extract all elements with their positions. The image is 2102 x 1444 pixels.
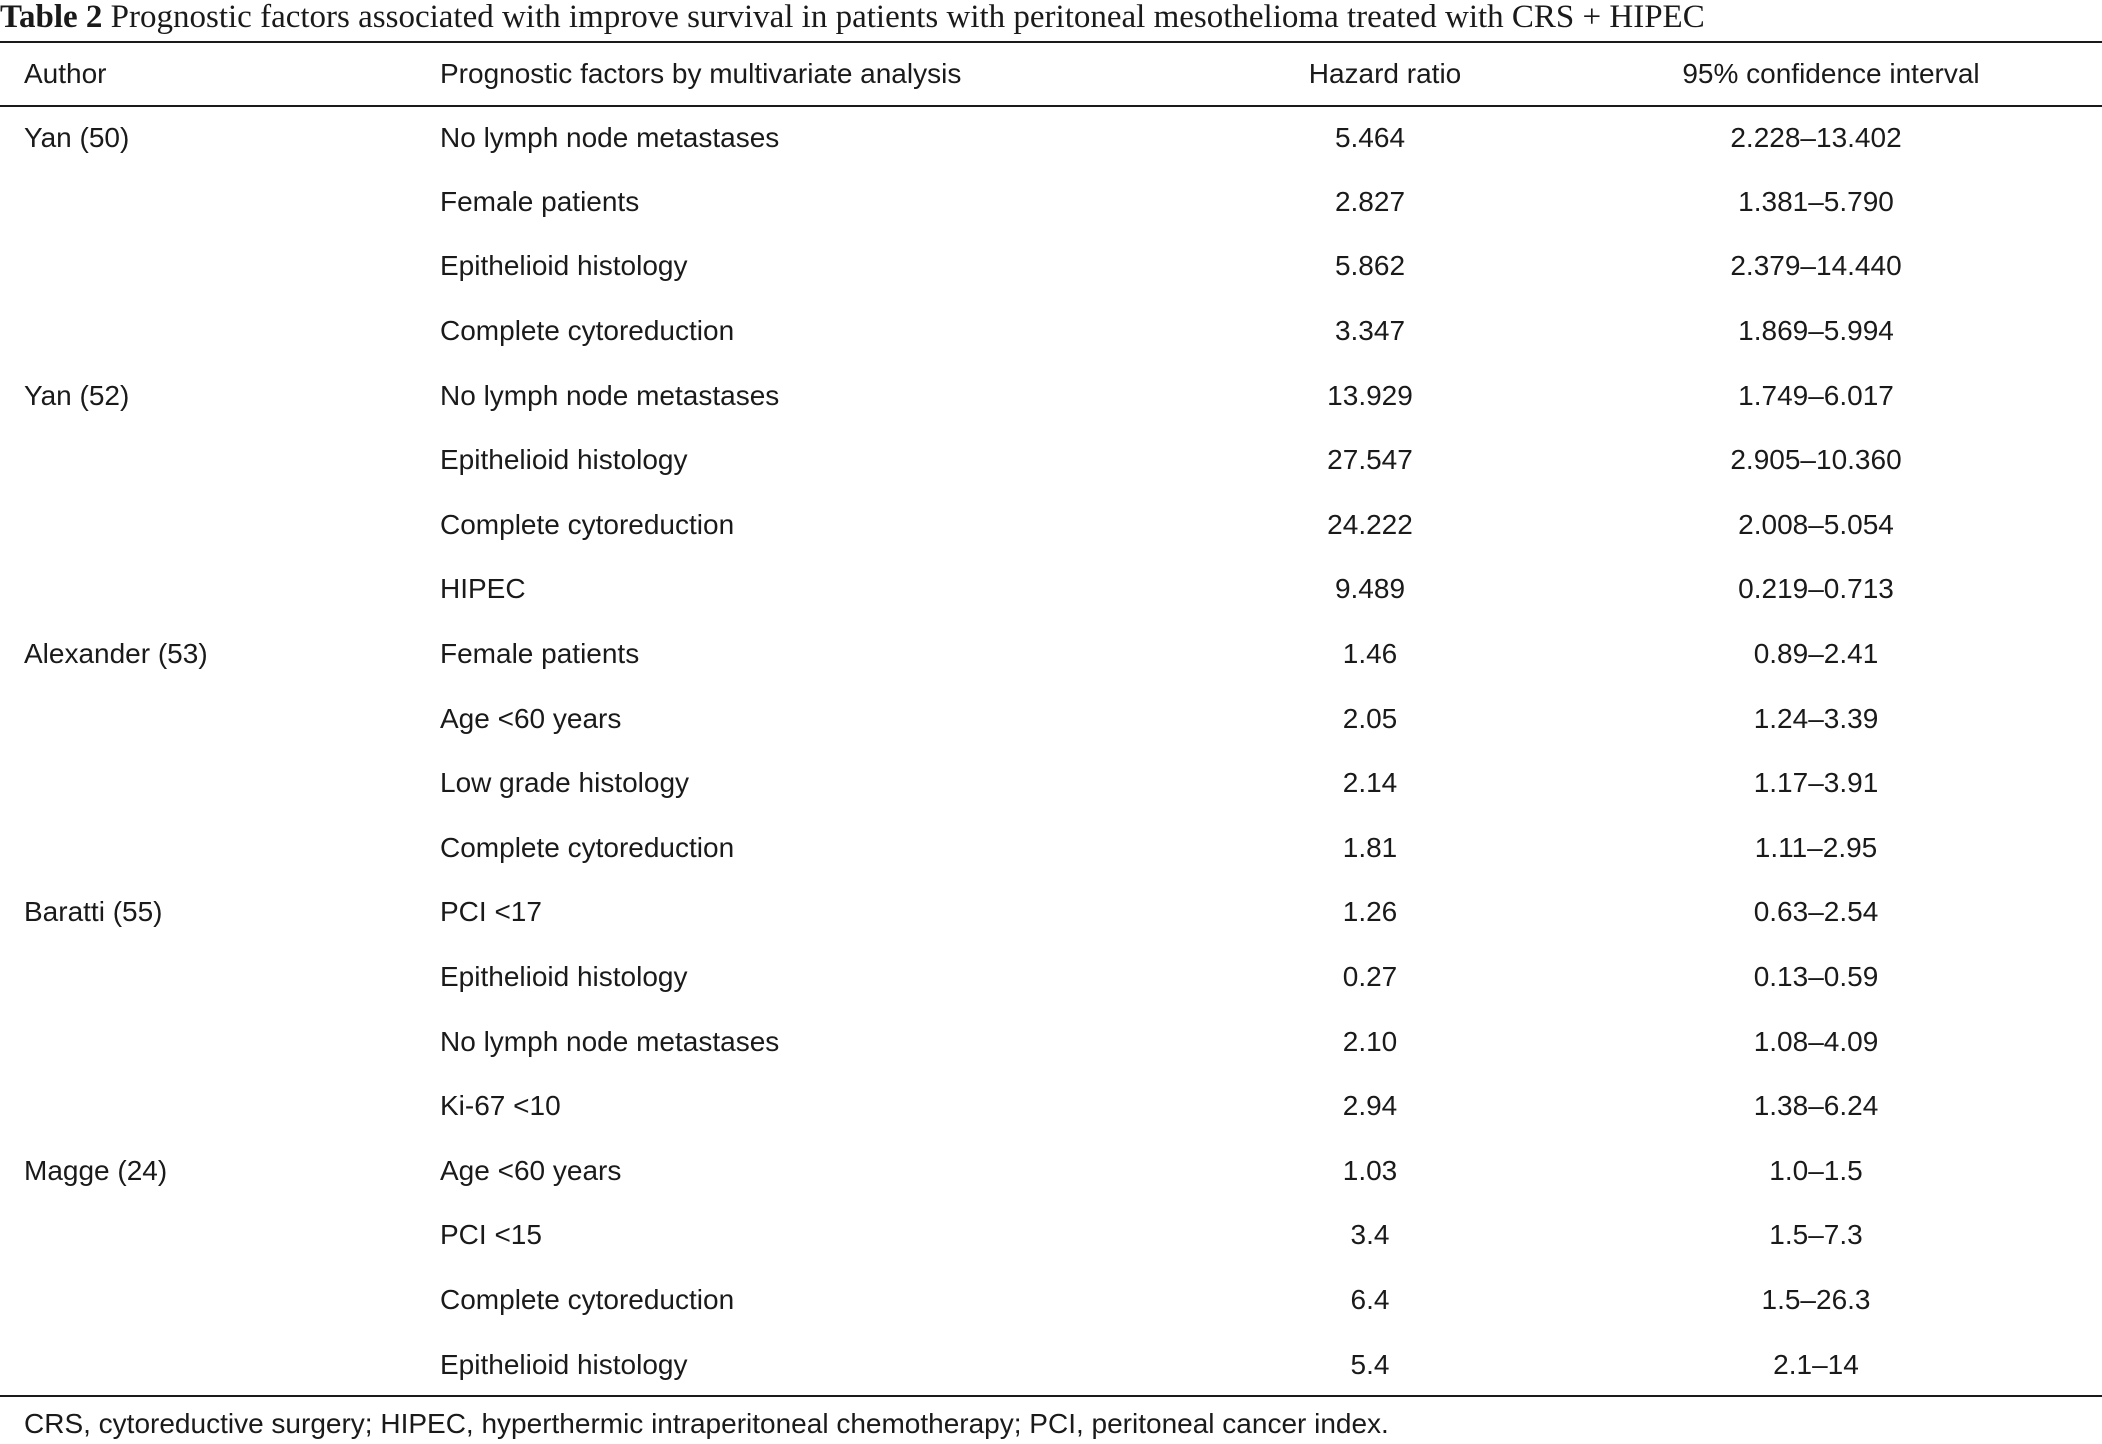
- confidence-interval-cell: 0.219–0.713: [1738, 573, 1894, 605]
- table-row: [0, 493, 2102, 558]
- author-cell: [0, 1203, 440, 1268]
- factor-cell: Epithelioid histology: [440, 250, 688, 282]
- hazard-ratio-cell: 1.26: [1342, 896, 1398, 928]
- confidence-interval-cell: 1.38–6.24: [1753, 1090, 1879, 1122]
- confidence-interval-cell: 1.5–7.3: [1769, 1219, 1863, 1251]
- author-cell: Alexander (53): [24, 638, 208, 670]
- table-caption-text: Prognostic factors associated with improve survival in patients with peritoneal mesothelioma treated with CRS + HIPEC: [110, 0, 1705, 35]
- table-body: [0, 105, 2102, 1397]
- factor-cell: Epithelioid histology: [440, 961, 688, 993]
- author-cell: [0, 1268, 440, 1333]
- author-cell: Yan (50): [24, 122, 130, 154]
- table-row: [0, 622, 2102, 687]
- factor-cell: No lymph node metastases: [440, 122, 780, 154]
- table-row: [0, 751, 2102, 816]
- table-row: [0, 234, 2102, 299]
- hazard-ratio-cell: 27.547: [1327, 444, 1413, 476]
- hazard-ratio-cell: 2.10: [1342, 1025, 1398, 1057]
- confidence-interval-cell: 1.08–4.09: [1753, 1025, 1879, 1057]
- confidence-interval-cell: 2.379–14.440: [1730, 250, 1902, 282]
- confidence-interval-cell: 2.008–5.054: [1738, 508, 1894, 540]
- header-row: [0, 43, 2102, 105]
- table-row: [0, 428, 2102, 493]
- hazard-ratio-cell: 3.347: [1334, 315, 1406, 347]
- author-cell: Yan (52): [24, 379, 130, 411]
- column-header-hazard-ratio: Hazard ratio: [1308, 58, 1462, 89]
- confidence-interval-cell: 0.89–2.41: [1753, 638, 1879, 670]
- confidence-interval-cell: 2.1–14: [1773, 1348, 1859, 1380]
- hazard-ratio-cell: 1.46: [1342, 638, 1398, 670]
- hazard-ratio-cell: 9.489: [1334, 573, 1406, 605]
- hazard-ratio-cell: 1.03: [1342, 1154, 1398, 1186]
- author-cell: [0, 557, 440, 622]
- factor-cell: Age <60 years: [440, 1154, 622, 1186]
- author-cell: [0, 170, 440, 235]
- hazard-ratio-cell: 2.827: [1334, 185, 1406, 217]
- hazard-ratio-cell: 5.4: [1350, 1348, 1390, 1380]
- hazard-ratio-cell: 2.94: [1342, 1090, 1398, 1122]
- confidence-interval-cell: 2.905–10.360: [1730, 444, 1902, 476]
- table-row: [0, 816, 2102, 881]
- table-row: [0, 1009, 2102, 1074]
- hazard-ratio-cell: 0.27: [1342, 961, 1398, 993]
- column-header-factor: Prognostic factors by multivariate analysis: [440, 58, 962, 89]
- hazard-ratio-cell: 5.862: [1334, 250, 1406, 282]
- author-cell: [0, 1009, 440, 1074]
- confidence-interval-cell: 1.381–5.790: [1738, 185, 1894, 217]
- factor-cell: No lymph node metastases: [440, 1025, 780, 1057]
- author-cell: [0, 751, 440, 816]
- hazard-ratio-cell: 1.81: [1342, 831, 1398, 863]
- author-cell: [0, 234, 440, 299]
- author-cell: [0, 299, 440, 364]
- author-cell: Magge (24): [24, 1154, 168, 1186]
- author-cell: [0, 686, 440, 751]
- table-row: [0, 945, 2102, 1010]
- table-caption: [0, 0, 2102, 38]
- factor-cell: Epithelioid histology: [440, 1348, 688, 1380]
- factor-cell: Low grade histology: [440, 767, 690, 799]
- table-row: [0, 299, 2102, 364]
- table-header: [0, 43, 2102, 105]
- table-footnote: CRS, cytoreductive surgery; HIPEC, hyperthermic intraperitoneal chemotherapy; PCI, peritoneal cancer index.: [24, 1408, 1389, 1439]
- table-row: [0, 1268, 2102, 1333]
- table-row: [0, 557, 2102, 622]
- table-row: [0, 1203, 2102, 1268]
- column-header-confidence-interval: 95% confidence interval: [1682, 58, 1980, 89]
- table-row: [0, 1139, 2102, 1204]
- factor-cell: Female patients: [440, 185, 640, 217]
- author-cell: Baratti (55): [24, 896, 163, 928]
- factor-cell: Complete cytoreduction: [440, 315, 735, 347]
- confidence-interval-cell: 1.17–3.91: [1753, 767, 1879, 799]
- factor-cell: Complete cytoreduction: [440, 1283, 735, 1315]
- hazard-ratio-cell: 13.929: [1327, 379, 1413, 411]
- table-row: [0, 105, 2102, 170]
- confidence-interval-cell: 1.24–3.39: [1753, 702, 1879, 734]
- hazard-ratio-cell: 6.4: [1350, 1283, 1390, 1315]
- author-cell: [0, 945, 440, 1010]
- confidence-interval-cell: 1.5–26.3: [1761, 1283, 1871, 1315]
- author-cell: [0, 1074, 440, 1139]
- author-cell: [0, 816, 440, 881]
- hazard-ratio-cell: 2.14: [1342, 767, 1398, 799]
- table-row: [0, 363, 2102, 428]
- table-row: [0, 1332, 2102, 1397]
- table-row: [0, 880, 2102, 945]
- factor-cell: Complete cytoreduction: [440, 508, 735, 540]
- hazard-ratio-cell: 5.464: [1334, 122, 1406, 154]
- hazard-ratio-cell: 3.4: [1350, 1219, 1390, 1251]
- confidence-interval-cell: 0.63–2.54: [1753, 896, 1879, 928]
- column-header-author: Author: [24, 58, 107, 89]
- factor-cell: Female patients: [440, 638, 640, 670]
- table-row: [0, 170, 2102, 235]
- confidence-interval-cell: 1.11–2.95: [1754, 831, 1878, 863]
- factor-cell: Age <60 years: [440, 702, 622, 734]
- table-row: [0, 1074, 2102, 1139]
- hazard-ratio-cell: 24.222: [1327, 508, 1413, 540]
- prognostic-factors-table: [0, 43, 2102, 1397]
- factor-cell: HIPEC: [440, 573, 526, 605]
- author-cell: [0, 493, 440, 558]
- table-caption-label: Table 2: [0, 0, 103, 35]
- hazard-ratio-cell: 2.05: [1342, 702, 1398, 734]
- table-row: [0, 686, 2102, 751]
- factor-cell: Ki-67 <10: [440, 1090, 561, 1122]
- confidence-interval-cell: 2.228–13.402: [1730, 122, 1902, 154]
- factor-cell: PCI <15: [440, 1219, 542, 1251]
- confidence-interval-cell: 0.13–0.59: [1753, 961, 1879, 993]
- author-cell: [0, 1332, 440, 1397]
- confidence-interval-cell: 1.0–1.5: [1769, 1154, 1863, 1186]
- factor-cell: Epithelioid histology: [440, 444, 688, 476]
- factor-cell: PCI <17: [440, 896, 542, 928]
- confidence-interval-cell: 1.869–5.994: [1738, 315, 1894, 347]
- factor-cell: Complete cytoreduction: [440, 831, 735, 863]
- factor-cell: No lymph node metastases: [440, 379, 780, 411]
- confidence-interval-cell: 1.749–6.017: [1738, 379, 1894, 411]
- author-cell: [0, 428, 440, 493]
